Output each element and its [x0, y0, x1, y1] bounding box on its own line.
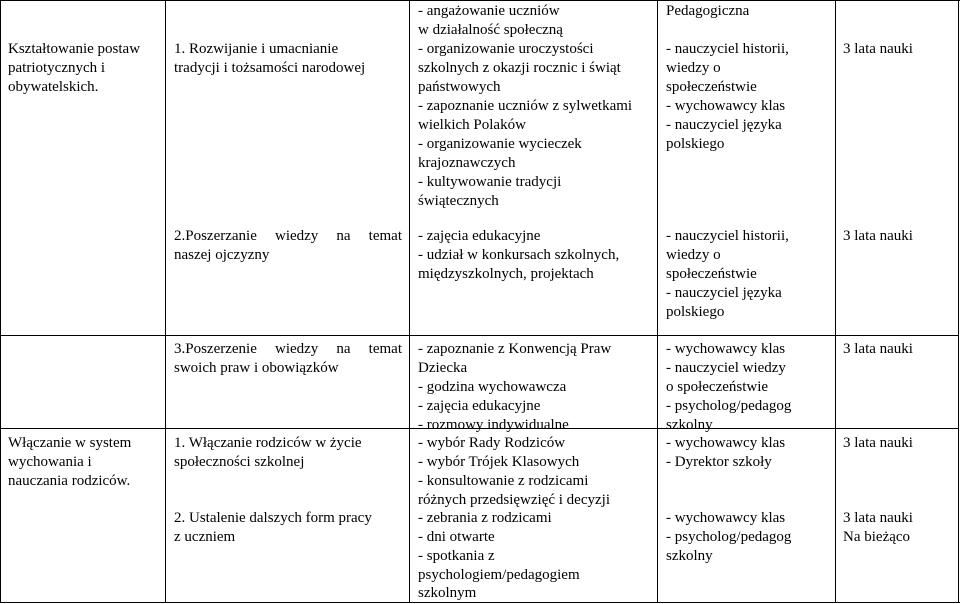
- cell-text: społeczeństwie: [666, 266, 757, 282]
- cell-text: - angażowanie uczniów: [418, 3, 560, 19]
- cell-text: - Dyrektor szkoły: [666, 454, 772, 470]
- cell-text: wielkich Polaków: [418, 117, 526, 133]
- cell-text: polskiego: [666, 136, 725, 152]
- cell-text: - zebrania z rodzicami: [418, 510, 552, 526]
- table-border-right: [958, 0, 959, 603]
- cell-text: 3.Poszerzenie wiedzy na temat: [174, 341, 402, 357]
- cell-text: - wybór Trójek Klasowych: [418, 454, 580, 470]
- cell-text: 3 lata nauki: [843, 435, 913, 451]
- cell-text: społeczeństwie: [666, 79, 757, 95]
- column-divider: [165, 0, 166, 603]
- cell-text: Włączanie w system: [8, 435, 132, 451]
- cell-text: naszej ojczyzny: [174, 247, 270, 263]
- cell-text: Na bieżąco: [843, 529, 911, 545]
- cell-text: wychowania i: [8, 454, 92, 470]
- cell-text: - wychowawcy klas: [666, 435, 786, 451]
- column-divider: [657, 0, 658, 603]
- cell-text: tradycji i tożsamości narodowej: [174, 60, 366, 76]
- cell-text: - godzina wychowawcza: [418, 379, 567, 395]
- cell-text: szkolnych z okazji rocznic i świąt: [418, 60, 621, 76]
- cell-text: obywatelskich.: [8, 79, 99, 95]
- cell-text: - psycholog/pedagog: [666, 398, 792, 414]
- column-divider: [835, 0, 836, 603]
- cell-text: - udział w konkursach szkolnych,: [418, 247, 620, 263]
- cell-text: - wychowawcy klas: [666, 98, 786, 114]
- cell-text: - zapoznanie z Konwencją Praw: [418, 341, 612, 357]
- table-border-bottom: [0, 602, 960, 603]
- row-divider: [0, 335, 959, 336]
- cell-text: nauczania rodziców.: [8, 473, 131, 489]
- cell-text: 3 lata nauki: [843, 341, 913, 357]
- cell-text: - nauczyciel historii,: [666, 41, 789, 57]
- cell-text: - nauczyciel wiedzy: [666, 360, 786, 376]
- cell-text: wiedzy o: [666, 247, 721, 263]
- cell-text: Kształtowanie postaw: [8, 41, 141, 57]
- cell-text: szkolny: [666, 548, 713, 564]
- cell-text: psychologiem/pedagogiem: [418, 567, 580, 583]
- table-border-left: [0, 0, 1, 603]
- cell-text: - konsultowanie z rodzicami: [418, 473, 589, 489]
- cell-text: różnych przedsięwzięć i decyzji: [418, 492, 610, 508]
- cell-text: - wybór Rady Rodziców: [418, 435, 566, 451]
- cell-text: 1. Włączanie rodziców w życie: [174, 435, 362, 451]
- cell-text: państwowych: [418, 79, 501, 95]
- cell-text: 3 lata nauki: [843, 228, 913, 244]
- cell-text: polskiego: [666, 304, 725, 320]
- cell-text: 3 lata nauki: [843, 41, 913, 57]
- cell-text: 2.Poszerzanie wiedzy na temat: [174, 228, 402, 244]
- cell-text: - nauczyciel historii,: [666, 228, 789, 244]
- cell-text: - nauczyciel języka: [666, 117, 782, 133]
- cell-text: 2. Ustalenie dalszych form pracy: [174, 510, 372, 526]
- cell-text: krajoznawczych: [418, 155, 516, 171]
- cell-text: patriotycznych i: [8, 60, 106, 76]
- cell-text: - wychowawcy klas: [666, 510, 786, 526]
- cell-text: - dni otwarte: [418, 529, 495, 545]
- cell-text: - psycholog/pedagog: [666, 529, 792, 545]
- cell-text: - zajęcia edukacyjne: [418, 398, 541, 414]
- cell-text: szkolnym: [418, 585, 477, 601]
- cell-text: - rozmowy indywidualne: [418, 417, 569, 433]
- cell-text: - zajęcia edukacyjne: [418, 228, 541, 244]
- cell-text: społeczności szkolnej: [174, 454, 305, 470]
- cell-text: - zapoznanie uczniów z sylwetkami: [418, 98, 633, 114]
- cell-text: - spotkania z: [418, 548, 495, 564]
- cell-text: - organizowanie uroczystości: [418, 41, 594, 57]
- cell-text: o społeczeństwie: [666, 379, 769, 395]
- cell-text: - nauczyciel języka: [666, 285, 782, 301]
- table-border-top: [0, 0, 960, 1]
- cell-text: - wychowawcy klas: [666, 341, 786, 357]
- cell-text: 3 lata nauki: [843, 510, 913, 526]
- cell-text: Dziecka: [418, 360, 468, 376]
- cell-text: w działalność społeczną: [418, 22, 563, 38]
- column-divider: [409, 0, 410, 603]
- cell-text: Pedagogiczna: [666, 3, 750, 19]
- cell-text: 1. Rozwijanie i umacnianie: [174, 41, 339, 57]
- cell-text: wiedzy o: [666, 60, 721, 76]
- cell-text: szkolny: [666, 417, 713, 433]
- cell-text: świątecznych: [418, 193, 499, 209]
- cell-text: - organizowanie wycieczek: [418, 136, 582, 152]
- cell-text: - kultywowanie tradycji: [418, 174, 562, 190]
- cell-text: międzyszkolnych, projektach: [418, 266, 594, 282]
- cell-text: z uczniem: [174, 529, 236, 545]
- cell-text: swoich praw i obowiązków: [174, 360, 339, 376]
